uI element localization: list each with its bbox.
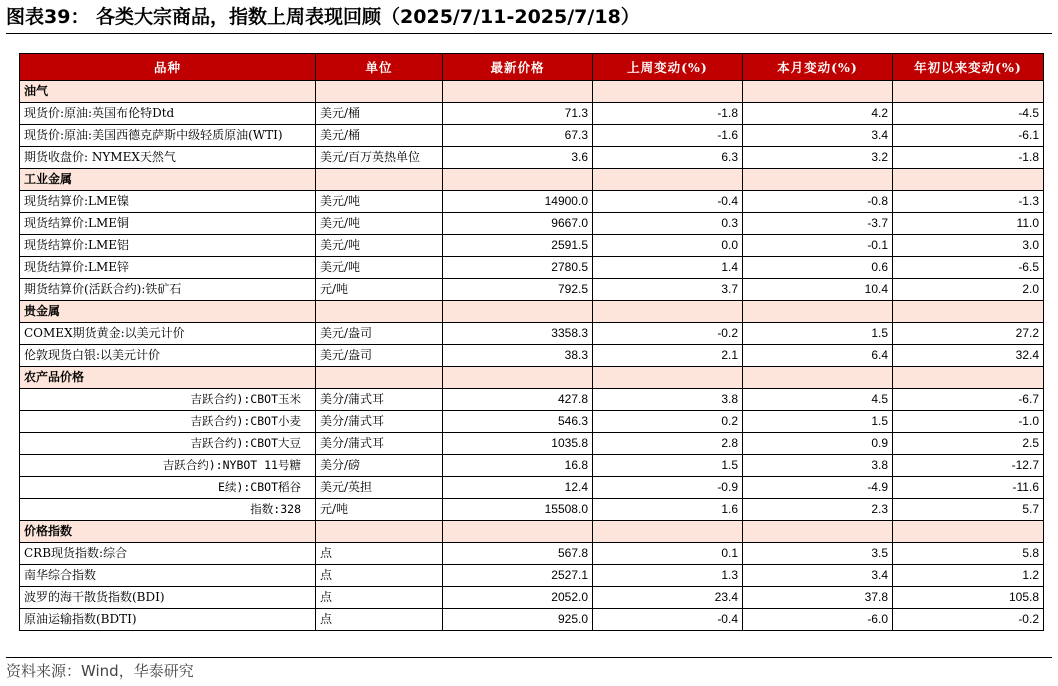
cell-unit: 美元/盎司 xyxy=(316,323,443,345)
cell-week-change: -0.9 xyxy=(593,477,743,499)
cell-ytd-change: 32.4 xyxy=(893,345,1044,367)
section-filler-cell xyxy=(316,301,443,323)
section-filler-cell xyxy=(743,169,893,191)
table-row xyxy=(20,213,1044,235)
cell-unit: 美元/吨 xyxy=(316,235,443,257)
table-row xyxy=(20,147,1044,169)
cell-week-change: 2.1 xyxy=(593,345,743,367)
table-row xyxy=(20,499,1044,521)
table-row xyxy=(20,389,1044,411)
cell-variety: 期货收盘价: NYMEX天然气 xyxy=(20,147,316,169)
cell-month-change: 2.3 xyxy=(743,499,893,521)
cell-week-change: 0.2 xyxy=(593,411,743,433)
cell-month-change: 3.2 xyxy=(743,147,893,169)
cell-price: 2780.5 xyxy=(443,257,593,279)
table-row xyxy=(20,455,1044,477)
section-label: 价格指数 xyxy=(20,521,316,543)
cell-price: 67.3 xyxy=(443,125,593,147)
commodity-table xyxy=(19,53,1044,631)
cell-unit: 点 xyxy=(316,609,443,631)
section-filler-cell xyxy=(316,367,443,389)
section-filler-cell xyxy=(743,521,893,543)
cell-week-change: 23.4 xyxy=(593,587,743,609)
section-label: 工业金属 xyxy=(20,169,316,191)
cell-variety: 指数:328 xyxy=(20,499,316,521)
cell-month-change: 3.4 xyxy=(743,565,893,587)
cell-month-change: 1.5 xyxy=(743,323,893,345)
cell-month-change: 4.5 xyxy=(743,389,893,411)
table-header xyxy=(20,54,1044,81)
table-row xyxy=(20,345,1044,367)
cell-variety: 吉跃合约):CBOT小麦 xyxy=(20,411,316,433)
cell-price: 2527.1 xyxy=(443,565,593,587)
cell-price: 925.0 xyxy=(443,609,593,631)
table-row xyxy=(20,257,1044,279)
cell-unit: 美元/百万英热单位 xyxy=(316,147,443,169)
cell-month-change: -0.8 xyxy=(743,191,893,213)
section-filler-cell xyxy=(743,81,893,103)
cell-ytd-change: 3.0 xyxy=(893,235,1044,257)
cell-variety: 吉跃合约):CBOT玉米 xyxy=(20,389,316,411)
cell-month-change: -4.9 xyxy=(743,477,893,499)
cell-ytd-change: -1.0 xyxy=(893,411,1044,433)
cell-variety: 伦敦现货白银:以美元计价 xyxy=(20,345,316,367)
table-row xyxy=(20,411,1044,433)
cell-unit: 美分/磅 xyxy=(316,455,443,477)
cell-price: 792.5 xyxy=(443,279,593,301)
cell-price: 2591.5 xyxy=(443,235,593,257)
cell-month-change: 6.4 xyxy=(743,345,893,367)
cell-unit: 美元/吨 xyxy=(316,213,443,235)
section-filler-cell xyxy=(593,367,743,389)
table-row xyxy=(20,543,1044,565)
table-row xyxy=(20,103,1044,125)
cell-ytd-change: 105.8 xyxy=(893,587,1044,609)
cell-unit: 美元/桶 xyxy=(316,103,443,125)
cell-month-change: 1.5 xyxy=(743,411,893,433)
cell-variety: 吉跃合约):CBOT大豆 xyxy=(20,433,316,455)
section-filler-cell xyxy=(743,367,893,389)
header-cell-unit: 单位 xyxy=(316,54,443,81)
cell-month-change: 4.2 xyxy=(743,103,893,125)
cell-unit: 点 xyxy=(316,565,443,587)
section-filler-cell xyxy=(443,367,593,389)
cell-week-change: 6.3 xyxy=(593,147,743,169)
cell-price: 14900.0 xyxy=(443,191,593,213)
table-row xyxy=(20,323,1044,345)
section-filler-cell xyxy=(743,301,893,323)
cell-unit: 点 xyxy=(316,587,443,609)
cell-price: 71.3 xyxy=(443,103,593,125)
section-filler-cell xyxy=(443,169,593,191)
cell-variety: 现货价:原油:美国西德克萨斯中级轻质原油(WTI) xyxy=(20,125,316,147)
table-row xyxy=(20,125,1044,147)
cell-variety: 吉跃合约):NYBOT 11号糖 xyxy=(20,455,316,477)
cell-month-change: -0.1 xyxy=(743,235,893,257)
table-row xyxy=(20,235,1044,257)
cell-ytd-change: 11.0 xyxy=(893,213,1044,235)
cell-variety: 现货结算价:LME铜 xyxy=(20,213,316,235)
cell-ytd-change: 5.8 xyxy=(893,543,1044,565)
section-filler-cell xyxy=(893,301,1044,323)
cell-variety: 现货价:原油:英国布伦特Dtd xyxy=(20,103,316,125)
cell-ytd-change: -0.2 xyxy=(893,609,1044,631)
table-row xyxy=(20,565,1044,587)
section-filler-cell xyxy=(893,81,1044,103)
cell-week-change: -0.2 xyxy=(593,323,743,345)
cell-week-change: -1.6 xyxy=(593,125,743,147)
cell-price: 12.4 xyxy=(443,477,593,499)
cell-month-change: -3.7 xyxy=(743,213,893,235)
table-row xyxy=(20,433,1044,455)
cell-week-change: 2.8 xyxy=(593,433,743,455)
table-row xyxy=(20,191,1044,213)
header-cell-week-change: 上周变动(%) xyxy=(593,54,743,81)
cell-price: 1035.8 xyxy=(443,433,593,455)
cell-unit: 元/吨 xyxy=(316,279,443,301)
cell-variety: 现货结算价:LME锌 xyxy=(20,257,316,279)
section-filler-cell xyxy=(593,81,743,103)
section-filler-cell xyxy=(593,521,743,543)
cell-unit: 美元/英担 xyxy=(316,477,443,499)
cell-unit: 美分/蒲式耳 xyxy=(316,411,443,433)
section-filler-cell xyxy=(893,521,1044,543)
cell-ytd-change: 5.7 xyxy=(893,499,1044,521)
section-filler-cell xyxy=(893,169,1044,191)
cell-month-change: 3.4 xyxy=(743,125,893,147)
cell-week-change: 3.7 xyxy=(593,279,743,301)
cell-variety: 现货结算价:LME铝 xyxy=(20,235,316,257)
table-row xyxy=(20,587,1044,609)
table-row xyxy=(20,477,1044,499)
cell-week-change: -0.4 xyxy=(593,609,743,631)
section-row xyxy=(20,521,1044,543)
cell-month-change: 3.5 xyxy=(743,543,893,565)
cell-week-change: 0.1 xyxy=(593,543,743,565)
section-row xyxy=(20,81,1044,103)
cell-ytd-change: -11.6 xyxy=(893,477,1044,499)
cell-ytd-change: -4.5 xyxy=(893,103,1044,125)
cell-month-change: -6.0 xyxy=(743,609,893,631)
cell-variety: 波罗的海干散货指数(BDI) xyxy=(20,587,316,609)
cell-variety: E续):CBOT稻谷 xyxy=(20,477,316,499)
section-filler-cell xyxy=(593,301,743,323)
section-filler-cell xyxy=(593,169,743,191)
cell-price: 9667.0 xyxy=(443,213,593,235)
cell-week-change: 1.4 xyxy=(593,257,743,279)
cell-unit: 点 xyxy=(316,543,443,565)
cell-week-change: 1.3 xyxy=(593,565,743,587)
cell-variety: 原油运输指数(BDTI) xyxy=(20,609,316,631)
section-label: 农产品价格 xyxy=(20,367,316,389)
header-cell-variety: 品种 xyxy=(20,54,316,81)
section-filler-cell xyxy=(316,521,443,543)
cell-price: 38.3 xyxy=(443,345,593,367)
cell-month-change: 37.8 xyxy=(743,587,893,609)
cell-month-change: 0.6 xyxy=(743,257,893,279)
cell-ytd-change: 2.0 xyxy=(893,279,1044,301)
cell-week-change: 1.6 xyxy=(593,499,743,521)
section-filler-cell xyxy=(893,367,1044,389)
section-row xyxy=(20,169,1044,191)
section-filler-cell xyxy=(443,521,593,543)
cell-price: 15508.0 xyxy=(443,499,593,521)
cell-unit: 美元/吨 xyxy=(316,257,443,279)
cell-ytd-change: -1.8 xyxy=(893,147,1044,169)
section-filler-cell xyxy=(316,169,443,191)
cell-price: 567.8 xyxy=(443,543,593,565)
source-divider xyxy=(6,657,1052,658)
cell-price: 2052.0 xyxy=(443,587,593,609)
header-cell-price: 最新价格 xyxy=(443,54,593,81)
cell-ytd-change: 27.2 xyxy=(893,323,1044,345)
cell-week-change: -1.8 xyxy=(593,103,743,125)
cell-unit: 美元/盎司 xyxy=(316,345,443,367)
cell-price: 16.8 xyxy=(443,455,593,477)
cell-week-change: 1.5 xyxy=(593,455,743,477)
cell-variety: 期货结算价(活跃合约):铁矿石 xyxy=(20,279,316,301)
cell-unit: 美分/蒲式耳 xyxy=(316,389,443,411)
section-filler-cell xyxy=(443,81,593,103)
cell-price: 427.8 xyxy=(443,389,593,411)
section-row xyxy=(20,301,1044,323)
section-filler-cell xyxy=(443,301,593,323)
cell-ytd-change: -12.7 xyxy=(893,455,1044,477)
header-cell-ytd-change: 年初以来变动(%) xyxy=(893,54,1044,81)
section-filler-cell xyxy=(316,81,443,103)
cell-price: 3.6 xyxy=(443,147,593,169)
cell-month-change: 3.8 xyxy=(743,455,893,477)
cell-ytd-change: 2.5 xyxy=(893,433,1044,455)
header-cell-month-change: 本月变动(%) xyxy=(743,54,893,81)
cell-unit: 美元/桶 xyxy=(316,125,443,147)
cell-unit: 元/吨 xyxy=(316,499,443,521)
cell-week-change: 3.8 xyxy=(593,389,743,411)
cell-ytd-change: 1.2 xyxy=(893,565,1044,587)
figure-title: 图表39： 各类大宗商品，指数上周表现回顾（2025/7/11-2025/7/18） xyxy=(6,6,640,28)
section-label: 贵金属 xyxy=(20,301,316,323)
cell-month-change: 10.4 xyxy=(743,279,893,301)
cell-month-change: 0.9 xyxy=(743,433,893,455)
section-row xyxy=(20,367,1044,389)
cell-price: 546.3 xyxy=(443,411,593,433)
cell-unit: 美元/吨 xyxy=(316,191,443,213)
section-label: 油气 xyxy=(20,81,316,103)
cell-variety: 南华综合指数 xyxy=(20,565,316,587)
source-note: 资料来源：Wind，华泰研究 xyxy=(6,662,194,680)
header-row xyxy=(20,54,1044,81)
cell-ytd-change: -6.7 xyxy=(893,389,1044,411)
cell-variety: CRB现货指数:综合 xyxy=(20,543,316,565)
title-divider xyxy=(6,33,1052,34)
table-row xyxy=(20,279,1044,301)
cell-price: 3358.3 xyxy=(443,323,593,345)
cell-variety: 现货结算价:LME镍 xyxy=(20,191,316,213)
cell-unit: 美分/蒲式耳 xyxy=(316,433,443,455)
cell-ytd-change: -1.3 xyxy=(893,191,1044,213)
cell-week-change: 0.0 xyxy=(593,235,743,257)
cell-ytd-change: -6.1 xyxy=(893,125,1044,147)
cell-variety: COMEX期货黄金:以美元计价 xyxy=(20,323,316,345)
table-body xyxy=(20,81,1044,631)
table-row xyxy=(20,609,1044,631)
cell-week-change: -0.4 xyxy=(593,191,743,213)
cell-week-change: 0.3 xyxy=(593,213,743,235)
cell-ytd-change: -6.5 xyxy=(893,257,1044,279)
